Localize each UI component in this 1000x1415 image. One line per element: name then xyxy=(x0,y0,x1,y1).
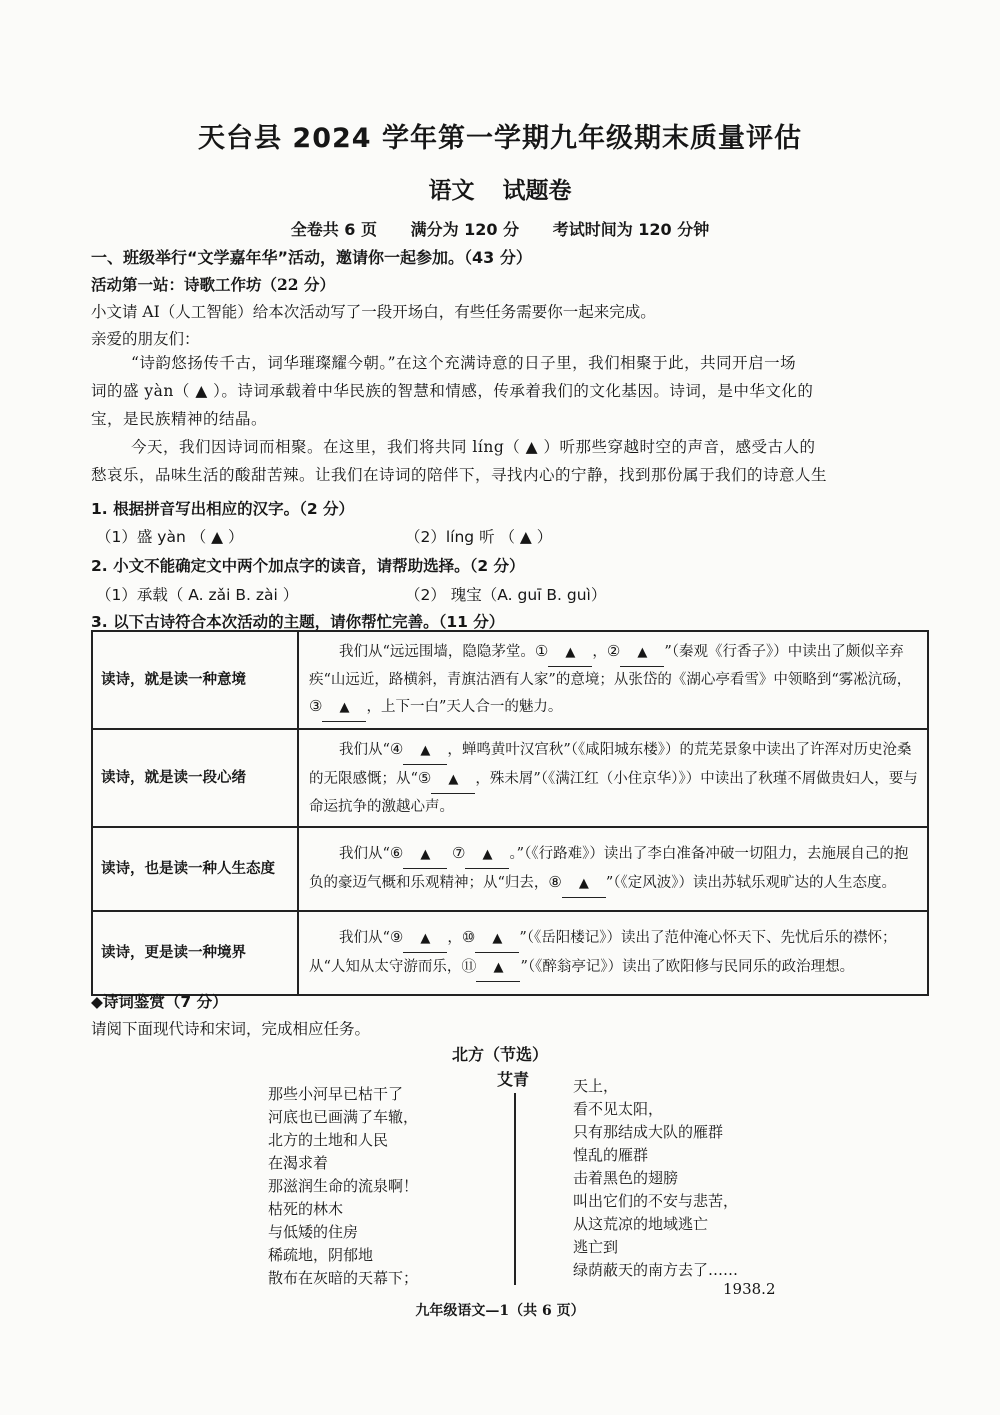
paragraph-line: 宝，是民族精神的结晶。 xyxy=(91,410,268,428)
intro-text: 小文请 AI（人工智能）给本次活动写了一段开场白，有些任务需要你一起来完成。 xyxy=(91,303,656,321)
opening-paragraph xyxy=(91,349,929,489)
row-content: 我们从“远远围墙，隐隐茅堂。① ▲ ，② ▲ ”（秦观《行香子》）中读出了颇似辛弃疾“山远近，路横斜，青旗沽酒有人家”的意境；从张岱的《湖心亭看雪》中领略到“雾凇沆砀，③ ▲ ，上下一白”天人合一的魅力。 xyxy=(298,631,928,729)
poem-line: 叫出它们的不安与悲苦， xyxy=(573,1192,739,1210)
poem-line: 河底也已画满了车辙， xyxy=(268,1108,419,1126)
row-content: 我们从“⑨ ▲ ，⑩ ▲ ”（《岳阳楼记》）读出了范仲淹心怀天下、先忧后乐的襟怀；从“人知从太守游而乐，⑪ ▲ ”（《醉翁亭记》）读出了欧阳修与民同乐的政治理想。 xyxy=(298,911,928,995)
exam-info xyxy=(0,217,1000,240)
section-heading: 一、班级举行“文学嘉年华”活动，邀请你一起参加。（43 分） xyxy=(91,248,532,267)
poem-line: 逃亡到 xyxy=(573,1238,619,1256)
answer-blank[interactable]: ▲ xyxy=(620,640,664,667)
poem-line: 那滋润生命的流泉啊！ xyxy=(268,1177,419,1195)
question-1-b[interactable]: （2）líng 听 （ ▲ ） xyxy=(405,528,553,546)
row-label: 读诗，更是读一种境界 xyxy=(92,911,298,995)
table-row xyxy=(92,631,928,729)
poem-line: 绿荫蔽天的南方去了…… xyxy=(573,1261,739,1279)
poem-line: 散布在灰暗的天幕下； xyxy=(268,1269,419,1287)
row-content: 我们从“④ ▲ ，蝉鸣黄叶汉宫秋”（《咸阳城东楼》）的荒芜景象中读出了许浑对历史沧桑的无限感慨；从“⑤ ▲ ，殊未屑”（《满江红（小住京华）》）中读出了秋瑾不屑做贵妇人，要与命运抗争的激越心声。 xyxy=(298,729,928,827)
poem-line: 稀疏地，阴郁地 xyxy=(268,1246,374,1264)
question-2-b[interactable]: （2） 瑰宝（A. guī B. guì） xyxy=(405,586,607,604)
page-footer: 九年级语文—1（共 6 页） xyxy=(415,1303,585,1319)
poem-line: 北方的土地和人民 xyxy=(268,1131,389,1149)
poem-line: 看不见太阳， xyxy=(573,1100,664,1118)
page-count: 全卷共 6 页 xyxy=(290,220,378,239)
question-1: 1. 根据拼音写出相应的汉字。（2 分） xyxy=(91,500,355,518)
row-label: 读诗，也是读一种人生态度 xyxy=(92,827,298,911)
question-3: 3. 以下古诗符合本次活动的主题，请你帮忙完善。（11 分） xyxy=(91,613,505,631)
answer-blank[interactable]: ▲ xyxy=(322,695,366,722)
paragraph-line: 词的盛 yàn（ ▲ ）。诗词承载着中华民族的智慧和情感，传承着我们的文化基因。诗词，是中华文化的 xyxy=(91,382,814,400)
column-divider xyxy=(514,1093,516,1285)
poem-date: 1938.2 xyxy=(723,1280,776,1298)
exam-title: 天台县 2024 学年第一学期九年级期末质量评估 xyxy=(198,123,802,154)
poem-line: 只有那结成大队的雁群 xyxy=(573,1123,724,1141)
answer-blank[interactable]: ▲ xyxy=(465,842,509,869)
poem-line: 惶乱的雁群 xyxy=(573,1146,649,1164)
answer-blank[interactable]: ▲ xyxy=(562,871,606,898)
poem-line: 与低矮的住房 xyxy=(268,1223,359,1241)
exam-time: 考试时间为 120 分钟 xyxy=(552,220,710,239)
greeting-text: 亲爱的朋友们： xyxy=(91,330,200,348)
row-content: 我们从“⑥ ▲ ⑦ ▲ 。”（《行路难》）读出了李白准备冲破一切阻力，去施展自己的抱负的豪迈气概和乐观精神；从“归去，⑧ ▲ ”（《定风波》）读出苏轼乐观旷达的人生态度。 xyxy=(298,827,928,911)
poem-title: 北方（节选） xyxy=(451,1045,548,1064)
poem-line: 那些小河早已枯干了 xyxy=(268,1085,404,1103)
exam-subtitle: 语文 试题卷 xyxy=(428,178,572,204)
paragraph-line: 愁哀乐，品味生活的酸甜苦辣。让我们在诗词的陪伴下，寻找内心的宁静，找到那份属于我们的诗意人生 xyxy=(91,466,828,484)
appreciation-instruction: 请阅下面现代诗和宋词，完成相应任务。 xyxy=(91,1020,371,1038)
poem-left-column xyxy=(268,1083,418,1290)
answer-blank[interactable]: ▲ xyxy=(476,955,520,982)
answer-blank[interactable]: ▲ xyxy=(403,738,447,765)
poem-line: 击着黑色的翅膀 xyxy=(573,1169,679,1187)
poem-line: 从这荒凉的地域逃亡 xyxy=(573,1215,709,1233)
row-label: 读诗，就是读一种意境 xyxy=(92,631,298,729)
paragraph-line: “诗韵悠扬传千古，词华璀璨耀今朝。”在这个充满诗意的日子里，我们相聚于此，共同开启一场 xyxy=(131,354,797,372)
full-score: 满分为 120 分 xyxy=(410,220,520,239)
poem-author: 艾青 xyxy=(496,1070,529,1089)
paragraph-line: 今天，我们因诗词而相聚。在这里，我们将共同 líng（ ▲ ）听那些穿越时空的声音，感受古人的 xyxy=(131,438,816,456)
answer-blank[interactable]: ▲ xyxy=(475,926,519,953)
answer-blank[interactable]: ▲ xyxy=(548,640,592,667)
table-row xyxy=(92,827,928,911)
station-heading: 活动第一站：诗歌工作坊（22 分） xyxy=(91,275,335,294)
appreciation-heading: ◆诗词鉴赏（7 分） xyxy=(91,993,228,1011)
poem-right-column xyxy=(573,1075,738,1282)
table-row xyxy=(92,911,928,995)
answer-blank[interactable]: ▲ xyxy=(431,767,475,794)
poem-line: 枯死的林木 xyxy=(268,1200,344,1218)
table-row xyxy=(92,729,928,827)
question-2: 2. 小文不能确定文中两个加点字的读音，请帮助选择。（2 分） xyxy=(91,557,525,575)
question-1-a[interactable]: （1）盛 yàn （ ▲ ） xyxy=(96,528,244,546)
question-2-a[interactable]: （1）承载（ A. zǎi B. zài ） xyxy=(96,586,299,604)
row-label: 读诗，就是读一段心绪 xyxy=(92,729,298,827)
poem-line: 天上， xyxy=(573,1077,619,1095)
poem-line: 在渴求着 xyxy=(268,1154,329,1172)
answer-blank[interactable]: ▲ xyxy=(403,926,447,953)
poetry-table xyxy=(91,630,929,996)
answer-blank[interactable]: ▲ xyxy=(403,842,447,869)
